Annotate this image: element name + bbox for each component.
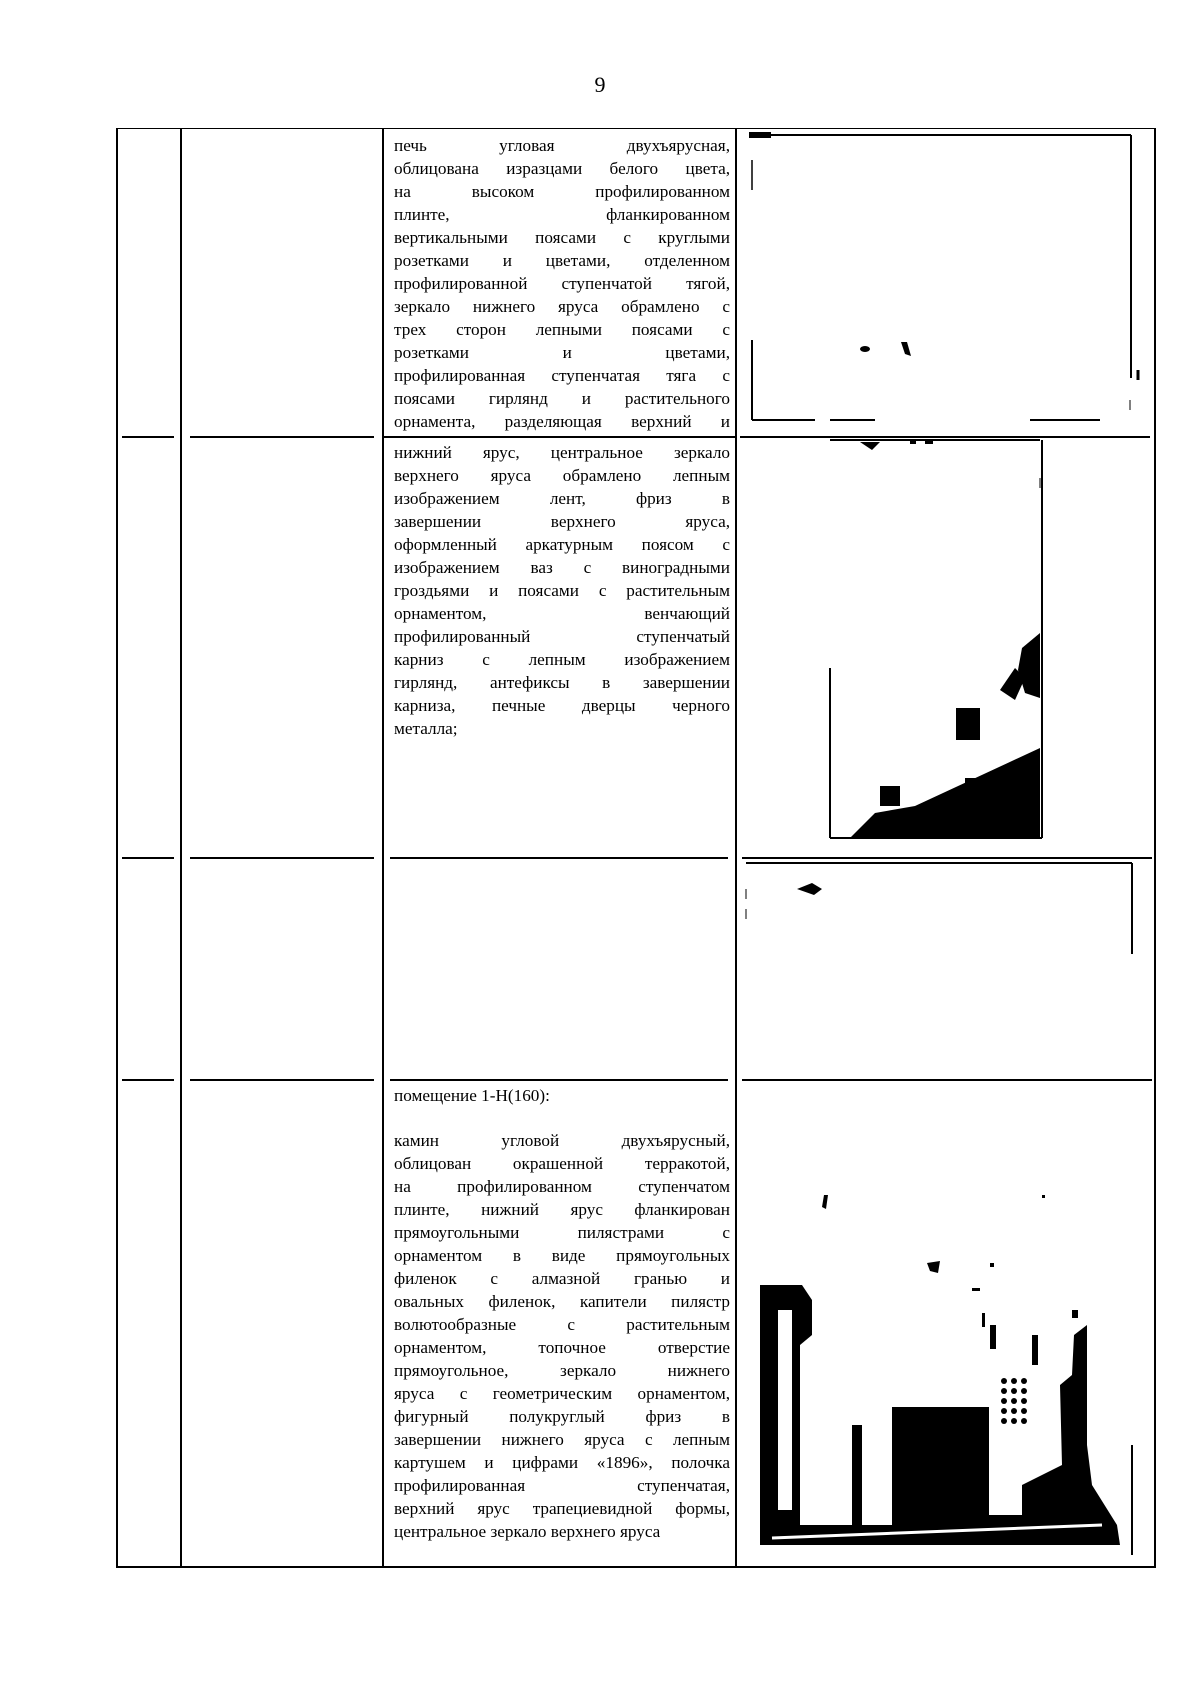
text-line: розетками и цветами, — [394, 343, 730, 362]
row-4-description — [394, 1084, 730, 1543]
room-heading: помещение 1-Н(160): — [394, 1086, 550, 1105]
text-line: изображением ваз с виноградными — [394, 558, 730, 577]
text-line: профилированной ступенчатой тягой, — [394, 274, 730, 293]
stove-photo-middle — [740, 438, 1150, 848]
text-line: прямоугольное, зеркало нижнего — [394, 1361, 730, 1380]
text-line: гирлянд, антефиксы в завершении — [394, 673, 730, 692]
text-line: карниза, печные дверцы черного — [394, 696, 730, 715]
text-line: центральное зеркало верхнего яруса — [394, 1522, 661, 1541]
column-divider-2 — [382, 128, 384, 1568]
text-line: трех сторон лепными поясами с — [394, 320, 730, 339]
row-separator — [390, 1079, 728, 1081]
text-line: облицован окрашенной терракотой, — [394, 1154, 730, 1173]
text-line: поясами гирлянд и растительного — [394, 389, 730, 408]
row-separator — [190, 1079, 374, 1081]
text-line: зеркало нижнего яруса обрамлено с — [394, 297, 730, 316]
text-line: фигурный полукруглый фриз в — [394, 1407, 730, 1426]
row-separator — [742, 1079, 1152, 1081]
text-line: камин угловой двухъярусный, — [394, 1131, 730, 1150]
row-1-description — [394, 134, 730, 433]
text-line: на высоком профилированном — [394, 182, 730, 201]
row-separator — [190, 436, 374, 438]
text-line: розетками и цветами, отделенном — [394, 251, 730, 270]
text-line: профилированный ступенчатый — [394, 627, 730, 646]
stove-photo-continued — [742, 859, 1154, 1074]
text-line: верхний ярус трапециевидной формы, — [394, 1499, 730, 1518]
text-line: металла; — [394, 719, 458, 738]
column-divider-3 — [735, 128, 737, 1568]
text-line: на профилированном ступенчатом — [394, 1177, 730, 1196]
row-separator — [122, 1079, 174, 1081]
text-line: картушем и цифрами «1896», полочка — [394, 1453, 730, 1472]
row-separator — [390, 857, 728, 859]
text-line: орнаментом в виде прямоугольных — [394, 1246, 730, 1265]
text-line: орнаментом, венчающий — [394, 604, 730, 623]
text-line: карниз с лепным изображением — [394, 650, 730, 669]
text-line: завершении верхнего яруса, — [394, 512, 730, 531]
stove-photo-top — [745, 130, 1145, 430]
row-separator — [382, 436, 735, 438]
text-line: яруса с геометрическим орнаментом, — [394, 1384, 730, 1403]
text-line: волютообразные с растительным — [394, 1315, 730, 1334]
text-line: вертикальными поясами с круглыми — [394, 228, 730, 247]
spacer — [394, 1107, 730, 1129]
page-number: 9 — [594, 72, 606, 97]
row-separator — [122, 857, 174, 859]
row-2-description — [394, 441, 730, 740]
text-line: профилированная ступенчатая тяга с — [394, 366, 730, 385]
column-divider-1 — [180, 128, 182, 1568]
text-line: верхнего яруса обрамлено лепным — [394, 466, 730, 485]
text-line: орнаментом, топочное отверстие — [394, 1338, 730, 1357]
text-line: филенок с алмазной гранью и — [394, 1269, 730, 1288]
text-line: гроздьями и поясами с растительным — [394, 581, 730, 600]
row-separator — [122, 436, 174, 438]
row-separator — [190, 857, 374, 859]
text-line: профилированная ступенчатая, — [394, 1476, 730, 1495]
fireplace-photo — [742, 1085, 1154, 1561]
text-line: оформленный аркатурным поясом с — [394, 535, 730, 554]
text-line: овальных филенок, капители пилястр — [394, 1292, 730, 1311]
text-line: завершении нижнего яруса с лепным — [394, 1430, 730, 1449]
text-line: печь угловая двухъярусная, — [394, 136, 730, 155]
text-line: плинте, фланкированном — [394, 205, 730, 224]
text-line: облицована изразцами белого цвета, — [394, 159, 730, 178]
text-line: орнамента, разделяющая верхний и — [394, 412, 730, 431]
text-line: нижний ярус, центральное зеркало — [394, 443, 730, 462]
text-line: прямоугольными пилястрами с — [394, 1223, 730, 1242]
text-line: изображением лент, фриз в — [394, 489, 730, 508]
text-line: плинте, нижний ярус фланкирован — [394, 1200, 730, 1219]
